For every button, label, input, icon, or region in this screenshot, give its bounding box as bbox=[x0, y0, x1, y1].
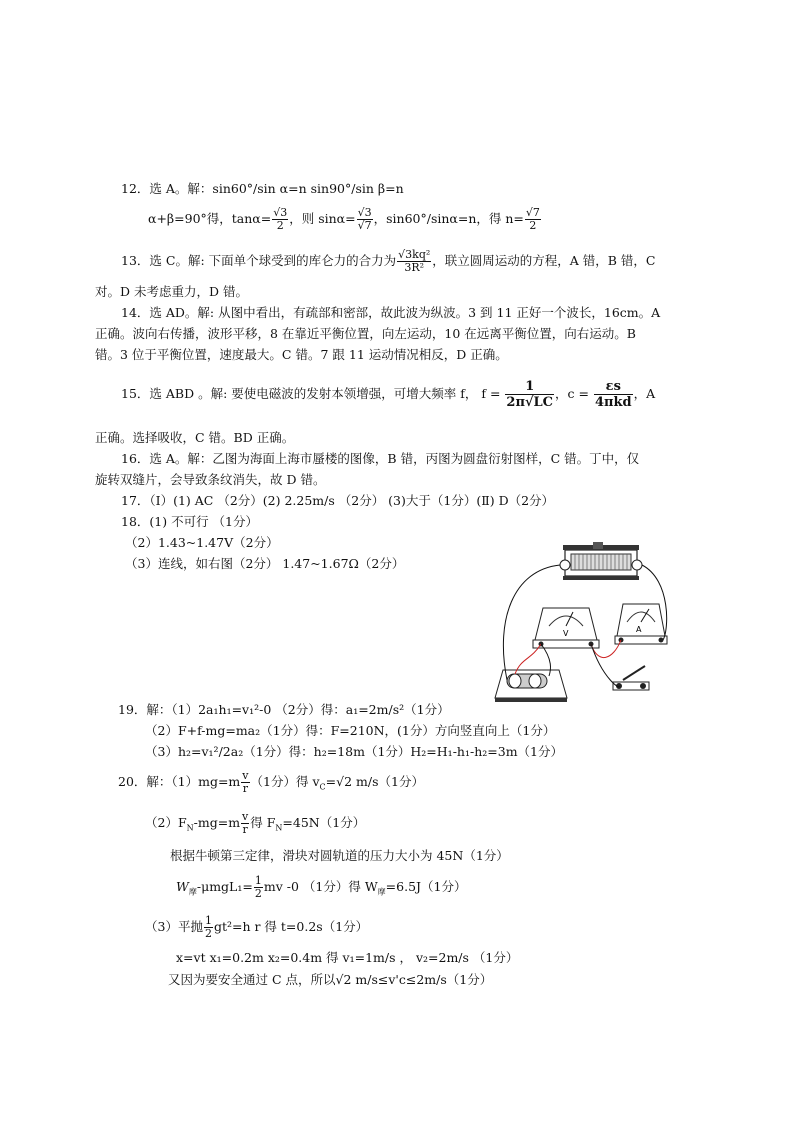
rheostat-slider bbox=[593, 542, 603, 549]
q20-line7: 又因为要安全通过 C 点，所以√2 m/s≤v'c≤2m/s（1分） bbox=[168, 972, 493, 987]
q18-line2: （2）1.43~1.47V（2分） bbox=[125, 535, 279, 550]
q20-l4-c: mv -0 （1分）得 W bbox=[263, 879, 378, 894]
q15-f-fraction: $\frac{1}{2\pi√LC}$ bbox=[506, 379, 554, 410]
q14-line2: 正确。波向右传播，波形平移，8 在靠近平衡位置，向左运动，10 在远离平衡位置，向右运动。B bbox=[95, 326, 636, 341]
q13-line1 bbox=[121, 246, 656, 276]
q20-l4-sub2: 摩 bbox=[377, 887, 386, 897]
q20-l2-fraction: $\frac{v}{r}$ bbox=[242, 810, 249, 836]
q13-text-b: ，联立圆周运动的方程，A 错，B 错，C bbox=[432, 253, 656, 268]
q20-l5-a: （3）平抛 bbox=[145, 919, 203, 934]
q19-line1: 19．解：（1）2a₁h₁=v₁²-0 （2分）得：a₁=2m/s²（1分） bbox=[118, 702, 450, 717]
q20-l4-a: W bbox=[176, 879, 189, 894]
q20-l2-b: -mg=m bbox=[193, 815, 241, 830]
q18-line3: （3）连线，如右图（2分） 1.47~1.67Ω（2分） bbox=[125, 556, 405, 571]
q20-line5 bbox=[145, 912, 368, 942]
rheostat-coil bbox=[571, 554, 631, 570]
q18-line1: 18．(1) 不可行 （1分） bbox=[121, 514, 259, 529]
q14-line3: 错。3 位于平衡位置，速度最大。C 错。7 跟 11 运动情况相反，D 正确。 bbox=[95, 347, 508, 362]
q20-l1-sub: C bbox=[319, 782, 326, 792]
ammeter bbox=[615, 604, 667, 644]
q20-l2-a: （2）F bbox=[145, 815, 187, 830]
q20-l4-sub: 摩 bbox=[188, 887, 197, 897]
voltmeter-label: V bbox=[563, 629, 569, 638]
q16-line2: 旋转双缝片，会导致条纹消失，故 D 错。 bbox=[95, 472, 326, 487]
q20-line4 bbox=[176, 872, 467, 908]
q20-l2-sub: N bbox=[186, 823, 194, 833]
q15-c-eq: ，c = bbox=[555, 386, 589, 401]
q12-text-a: α+β=90°得，tanα= bbox=[148, 211, 272, 226]
q20-line1 bbox=[118, 767, 424, 803]
q19-line3: （3）h₂=v₁²/2a₂（1分）得：h₂=18m（1分）H₂=H₁-h₁-h₂=3m（1分） bbox=[145, 744, 563, 759]
q12-fraction-3: $\frac{√7}{2}$ bbox=[525, 206, 540, 232]
q20-line3: 根据牛顿第三定律，滑块对圆轨道的压力大小为 45N（1分） bbox=[170, 848, 509, 863]
q12-line2 bbox=[148, 204, 542, 234]
q12-fraction-1: $\frac{√3}{2}$ bbox=[273, 206, 288, 232]
q20-line2 bbox=[145, 808, 365, 844]
q20-l2-c: 得 F bbox=[250, 815, 276, 830]
q16-line1: 16．选 A。解：乙图为海面上海市蜃楼的图像，B 错，丙图为圆盘衍射图样，C 错。丁中，仅 bbox=[121, 451, 640, 466]
q14-line1: 14．选 AD。解: 从图中看出，有疏部和密部，故此波为纵波。3 到 11 正好一个波长，16cm。A bbox=[121, 305, 661, 320]
q15-text-a: 15．选 ABD 。解: 要使电磁波的发射本领增强，可增大频率 f， bbox=[121, 386, 478, 401]
q15-line2: 正确。选择吸收，C 错。BD 正确。 bbox=[95, 430, 295, 445]
voltmeter bbox=[533, 608, 599, 648]
q20-l1-c: =√2 m/s（1分） bbox=[325, 774, 424, 789]
q20-l2-d: =45N（1分） bbox=[282, 815, 366, 830]
q17-line1: 17．（Ⅰ）(1) AC （2分）(2) 2.25m/s （2分） (3)大于（1分）(Ⅱ) D（2分） bbox=[121, 493, 555, 508]
q20-line6: x=vt x₁=0.2m x₂=0.4m 得 v₁=1m/s ， v₂=2m/s （1分） bbox=[176, 950, 519, 965]
q20-l2-csub: N bbox=[275, 823, 283, 833]
q20-l4-fraction: $\frac{1}{2}$ bbox=[254, 874, 262, 900]
q20-l1-a: 20．解：（1）mg=m bbox=[118, 774, 241, 789]
q13-text-a: 13．选 C。解: 下面单个球受到的库仑力的合力为 bbox=[121, 253, 397, 268]
q20-l1-b: （1分）得 v bbox=[250, 774, 320, 789]
q13-line2: 对。D 未考虑重力，D 错。 bbox=[95, 284, 248, 299]
q19-line2: （2）F+f-mg=ma₂（1分）得：F=210N，(1分）方向竖直向上（1分） bbox=[145, 723, 556, 738]
q12-line1: 12．选 A。解：sin60°/sin α=n sin90°/sin β=n bbox=[121, 181, 404, 196]
circuit-diagram bbox=[493, 540, 671, 705]
q20-l5-b: gt²=h r 得 t=0.2s（1分） bbox=[213, 919, 369, 934]
q15-c-fraction: $\frac{\varepsilon s}{\text{4πkd}}$ bbox=[594, 379, 632, 410]
q12-text-b: ，则 sinα= bbox=[289, 211, 356, 226]
q15-line1 bbox=[121, 376, 655, 412]
q20-l4-b: -μmgL₁= bbox=[196, 879, 253, 894]
q15-f-eq: f = bbox=[481, 386, 501, 401]
q15-text-b: ，A bbox=[633, 386, 656, 401]
ammeter-label: A bbox=[636, 625, 642, 634]
q20-l1-fraction: $\frac{v}{r}$ bbox=[242, 769, 249, 795]
q20-l4-d: =6.5J（1分） bbox=[385, 879, 467, 894]
q13-fraction: $\frac{\text{√3kq²}}{\text{3R²}}$ bbox=[398, 248, 431, 274]
q12-fraction-2: $\frac{√3}{√7}$ bbox=[357, 206, 372, 232]
q12-text-c: ，sin60°/sinα=n，得 n= bbox=[373, 211, 524, 226]
q20-l5-fraction: $\frac{1}{2}$ bbox=[204, 914, 212, 940]
